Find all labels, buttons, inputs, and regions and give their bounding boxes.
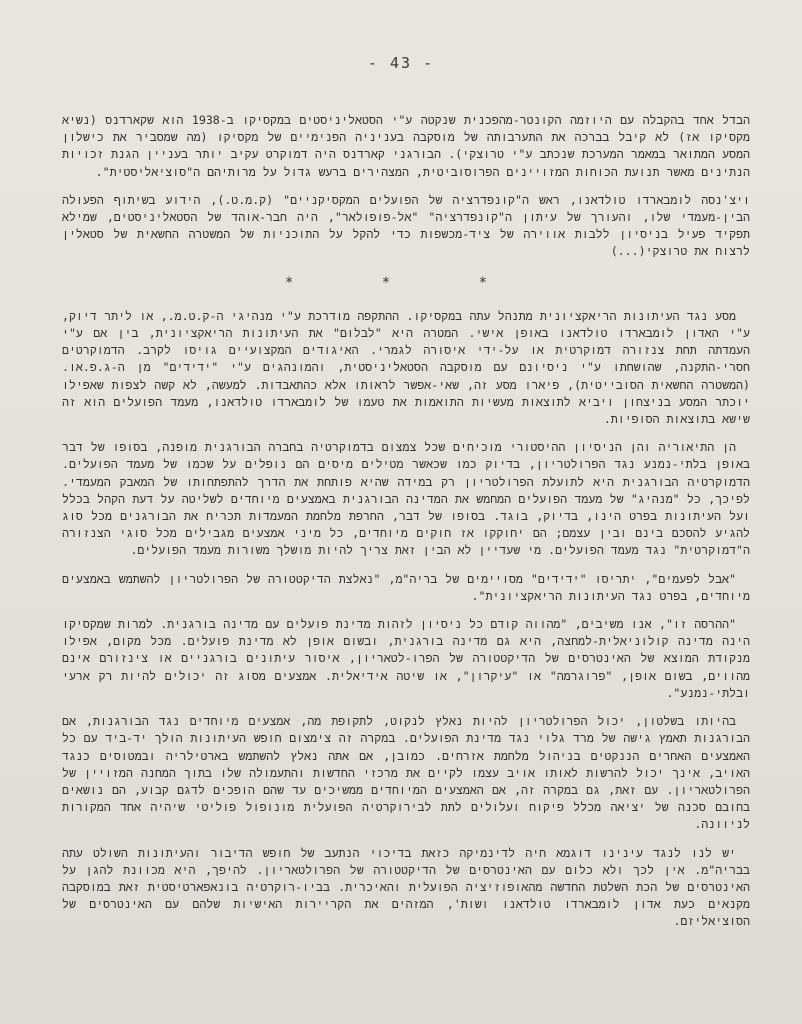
section-separator: * * * [284, 274, 528, 291]
paragraph-1: הבדל אחד בהקבלה עם היוזמה הקונטר-מהפכנית שנקטה ע"י הסטאליניסטים במקסיקו ב-1938 הוא שקארדנס (נשיא מקסיקו אז) לא קיבל בברכה את התערבותה של מוסקבה בעניניה הפנימיים של מקסיקו (מה שמסביר את כישלון המסע המתואר במאמר המערכת שנכתב ע"י טרוצקי). הבורגני קארדנס היה דמוקרט עקיב יותר בעניין הגנת זכויות הנתינים מאשר תנועת הכוחות המזויינים הפרוסוביטית, המצהירים ברעש גדול על מרותיהם ה"סוציאליסטית". [62, 113, 751, 179]
paragraph-5: "אבל לפעמים", יתריסו "ידידים" מסויימים של בריה"מ, "נאלצת הדיקטטורה של הפרולטריון להשתמש באמצעים מיוחדים, בפרט נגד העיתונות הריאקציונית". [62, 571, 750, 603]
paragraph-8: יש לנו לנגד עינינו דוגמא חיה לדינמיקה כזאת בדיכוי הנתעב של חופש הדיבור והעיתונות השולט עתה בבריה"מ. אין לכך ולא כלום עם האינטרסים של הדיקטטורה של הפרולטאריון. להיפך, היא מכוונת להגן על האינטרסים של הכת השלטת החדשה מהאופוזיציה הפועלית והאיכרית. בביו-רוקרטיה בונאפארטיסטית זאת במוסקבה מקנאים כעת אדון לומבארדו טולדאנו ושות', המזהים את הקריירות האישיות שלהם עם האינטרסים של הסוציאליזם. [62, 845, 750, 929]
body-text [62, 112, 750, 942]
page-number: - 43 - [367, 54, 435, 72]
paragraph-6: "ההרסה זו", אנו משיבים, "מהווה קודם כל ניסיון לזהות מדינת פועלים עם מדינה בורגנית. למרות שמקסיקו הינה מדינה קולוניאלית-למחצה, היא גם מדינה בורגנית, ובשום אופן לא מדינת פועלים. מכל מקום, אפילו מנקודת המוצא של האינטרסים של הדיקטטורה של הפרו-לטאריון, איסור עיתונים בורגניים או צינזורם אינם מהווים, בשום אופן, "פרוגרמה" או "עיקרון", או שיטה אידיאלית. אמצעים מסוג זה יכולים להיות רק ארעי ובלתי-נמנע". [62, 617, 750, 700]
paragraph-2: ויצ'נסה לומבארדו טולדאנו, ראש ה"קונפדרציה של הפועלים המקסיקניים" (ק.מ.ט.), הידוע בשיתוף הפעולה הבין-מעמדי שלו, והעורך של עיתון ה"קונפדרציה" "אל-פופולאר", היה חבר-אוהד של הסטאליניסטים, שמילא תפקיד פעיל בניסיון ללבות אווירה של ציד-מכשפות כדי להקל על התוכניות של המשטרה החשאית של סטאלין לרצוח את טרוצקי(...) [62, 192, 750, 259]
paragraph-4: הן התיאוריה והן הניסיון ההיסטורי מוכיחים שכל צמצום בדמוקרטיה בחברה הבורגנית מופנה, בסופו של דבר באופן בלתי-נמנע נגד הפרולטריון, בדיוק כמו שכאשר מטילים מיסים הם נופלים על שכמו של מעמד הפועלים. הדמוקרטיה הבורגנית היא לתועלת הפרולטריון רק במידה שהיא פותחת את הדרך להתפתחותו של המאבק המעמדי. לפיכך, כל "מנהיג" של מעמד הפועלים המחמש את המדינה הבורגנית באמצעים מיוחדים לשליטה על דעת הקהל בכלל ועל העיתונות בפרט הינו, בדיוק, בוגד. בסופו של דבר, החרפת מלחמת המעמדות תכריח את הבורגנים מכל סוג להגיע להסכם בינם ובין עצמם; הם יחוקקו אז חוקים מיוחדים, כל מיני אמצעים מגבילים מכל סוגי הצנזורה ה"דמוקרטית" נגד מעמד הפועלים. מי שעדיין לא הבין זאת צריך להיות מושלך משורות מעמד הפועלים. [62, 440, 750, 558]
paragraph-3: מסע נגד העיתונות הריאקציונית מתנהל עתה במקסיקו. ההתקפה מודרכת ע"י מנהיגי ה-ק.ט.מ., או ליתר דיוק, ע"י האדון לומבארדו טולדאנו באופן אישי. המטרה היא "לבלום" את העיתונות הריאקציונית, בין אם ע"י העמדתה תחת צנזורה דמוקרטית או על-ידי איסורה לגמרי. האיגודים המקצועיים גויסו לקרב. הדמוקרטים חסרי-התקנה, שהושחתו ע"י ניסיונם עם מוסקבה הסטאליניסטית, והמונהגים ע"י "ידידים" מן ה-ג.פ.או. (המשטרה החשאית הסובייטית), פיארו מסע זה, שאי-אפשר לראותו אלא כהתאבדות. למעשה, לא קשה לצפות שאפילו יוכתר המסע בניצחון ויביא לתוצאות מעשיות התואמות את טעמו של לומבארדו טולדאנו, מעמד הפועלים הוא זה שישא בתוצאות הסופיות. [62, 308, 750, 427]
paragraph-7: בהיותו בשלטון, יכול הפרולטריון להיות נאלץ לנקוט, לתקופת מה, אמצעים מיוחדים נגד הבורגנות, אם הבורגנות תאמץ גישה של מרד גלוי נגד מדינת הפועלים. במקרה זה צימצום חופש העיתונות הולך יד-ביד עם כל האמצעים האחרים הננקטים בניהול מלחמת אזרחים. כמובן, אם אתה נאלץ להשתמש בארטילריה ובמטוסים כנגד האויב, אינך יכול להרשות לאותו אויב עצמו לקיים את מרכזי החדשות והתעמולה שלו בתוך המחנה המזויין של הפרולטאריון. עם זאת, גם במקרה זה, אם האמצעים המיוחדים ממשיכים עד שהם הופכים לדגם קבוע, הם נושאים בחובם סכנה של יציאה מכלל פיקוח ועלולים לתת לבירוקרטיה הפועלית מונופול פוליטי שיהיה אחד המקורות לניוונה. [62, 714, 750, 832]
